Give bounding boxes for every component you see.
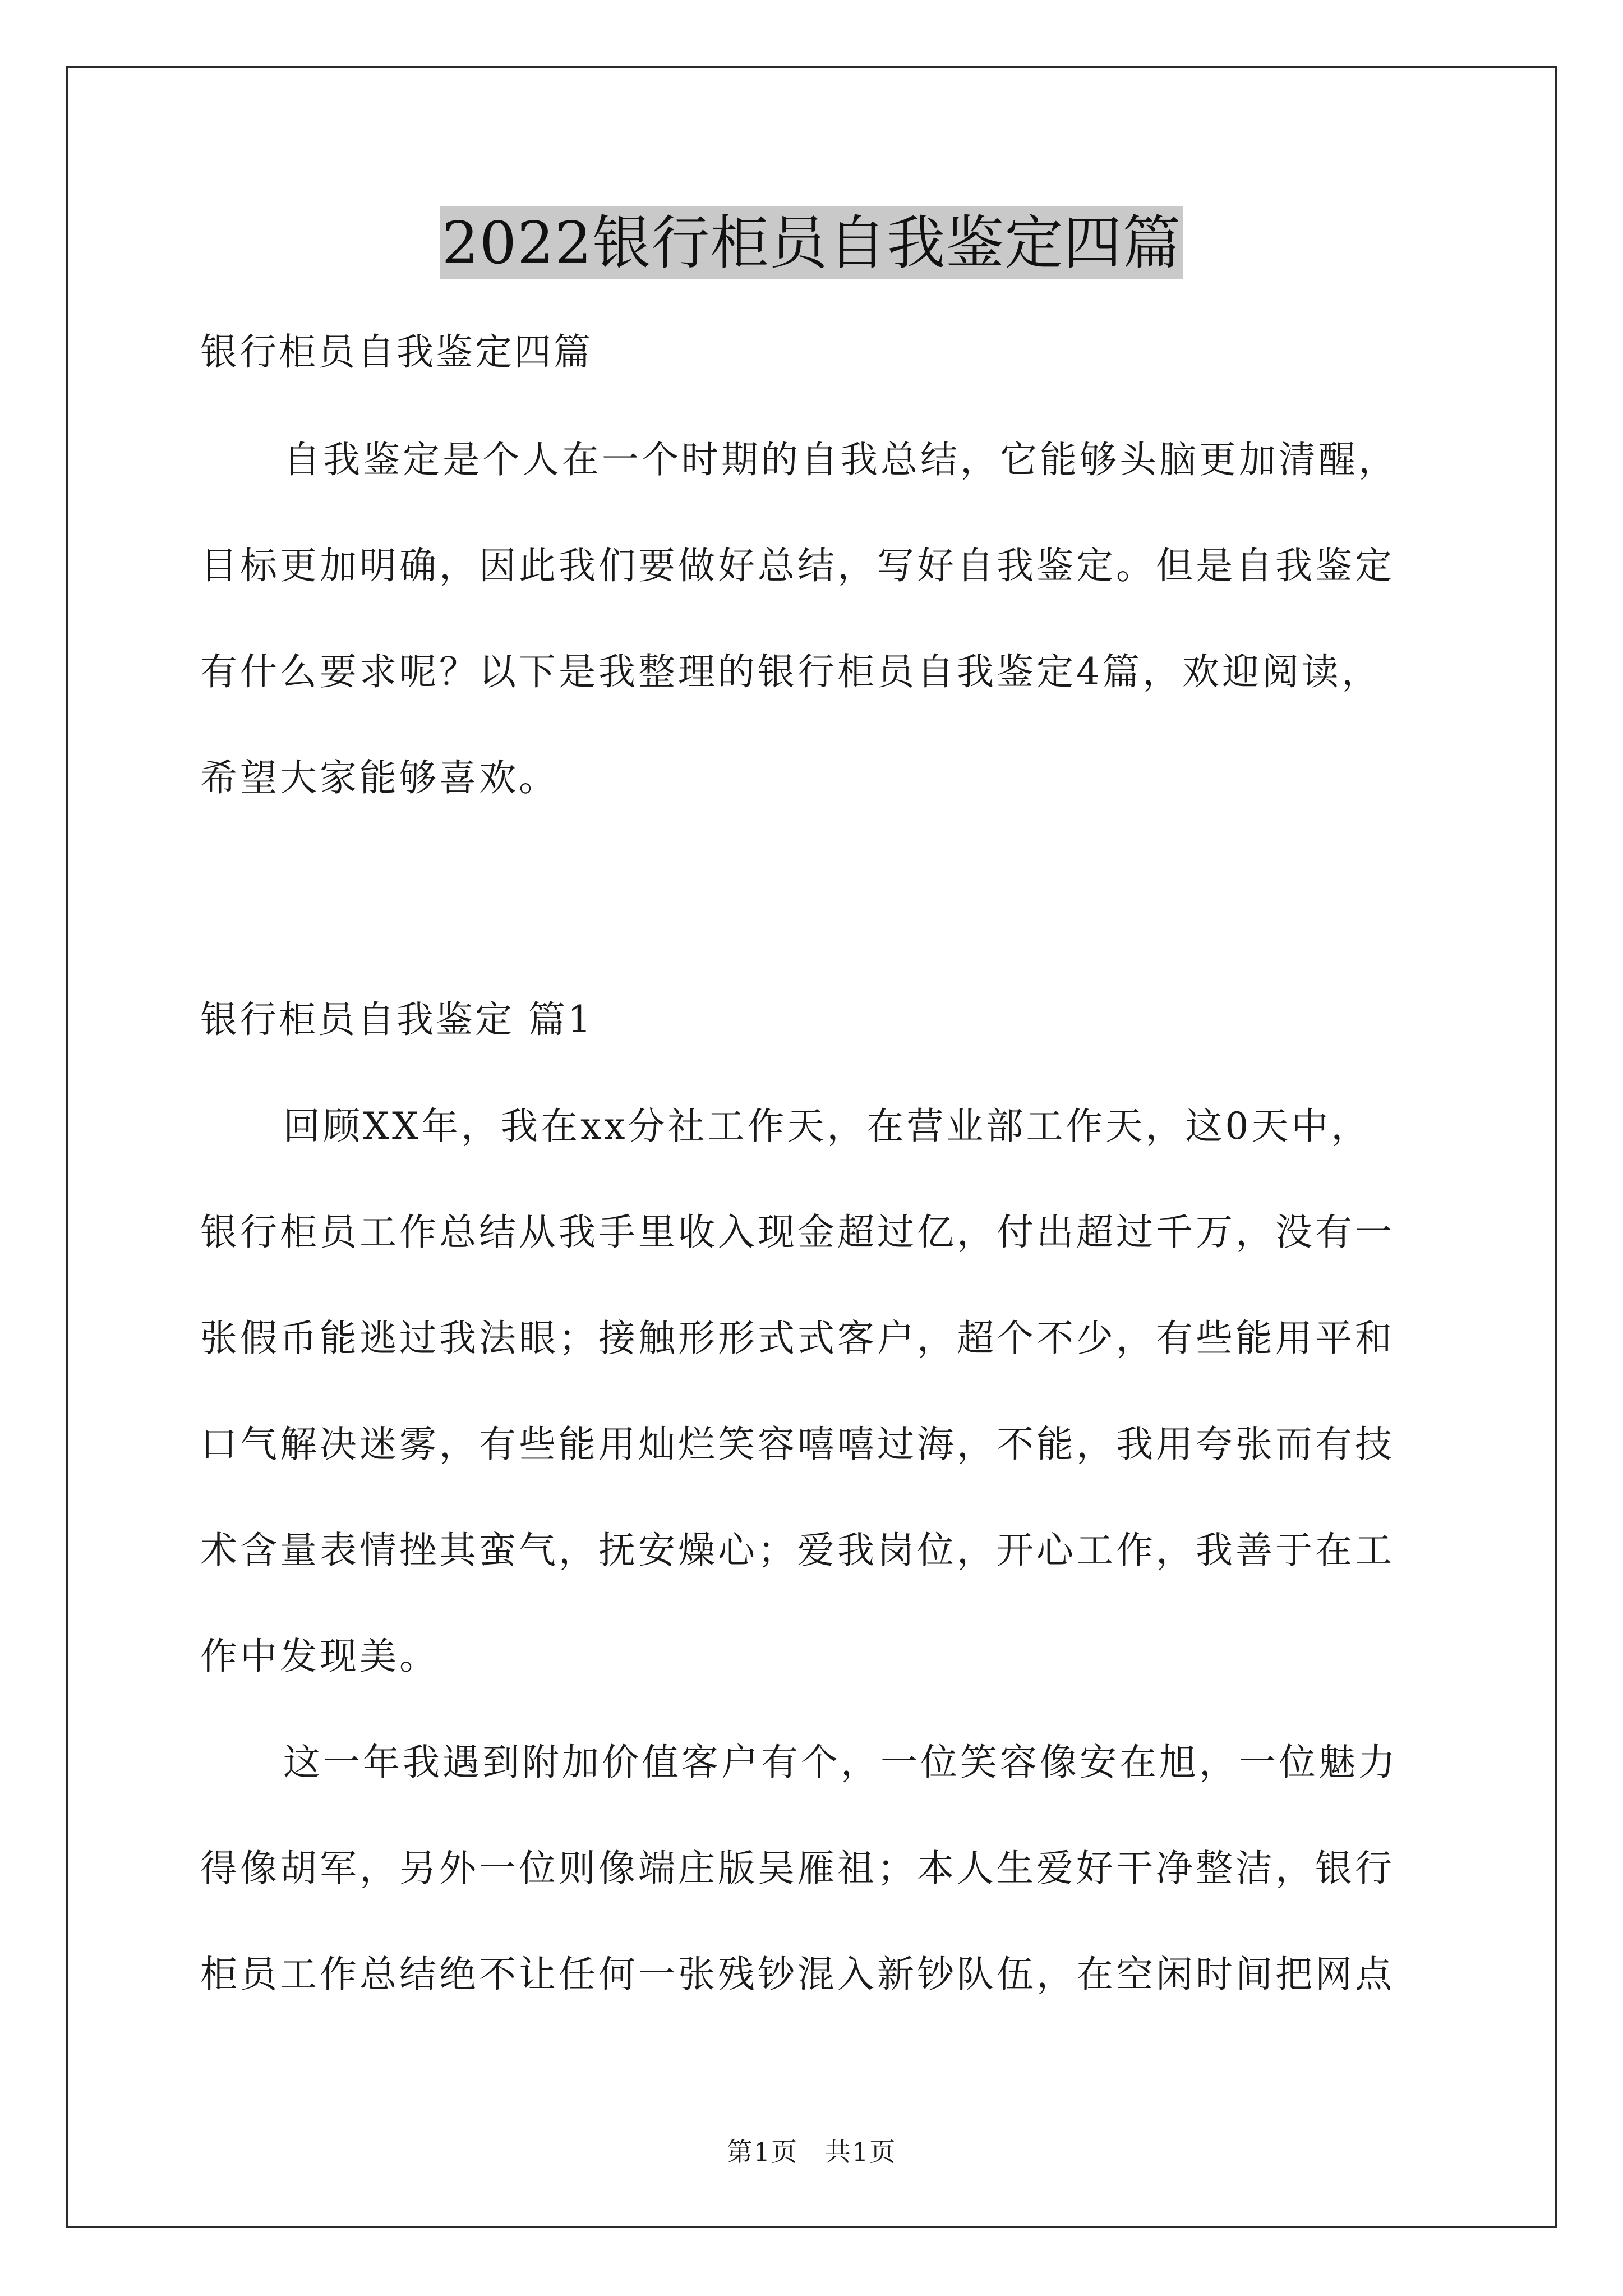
intro-line: 希望大家能够喜欢。 <box>200 756 559 799</box>
paragraph-line: 银行柜员工作总结从我手里收入现金超过亿，付出超过千万，没有一 <box>200 1211 1395 1254</box>
paragraph-line: 回顾XX年，我在xx分社工作天，在营业部工作天，这0天中， <box>283 1105 1371 1148</box>
section-heading: 银行柜员自我鉴定 篇1 <box>200 998 593 1041</box>
intro-line: 有什么要求呢？以下是我整理的银行柜员自我鉴定4篇，欢迎阅读， <box>200 650 1381 693</box>
paragraph-line: 得像胡军，另外一位则像端庄版吴雁祖；本人生爱好干净整洁，银行 <box>200 1847 1395 1890</box>
paragraph-line: 口气解决迷雾，有些能用灿烂笑容嘻嘻过海，不能，我用夸张而有技 <box>200 1423 1395 1466</box>
document-title: 2022银行柜员自我鉴定四篇 <box>440 206 1184 279</box>
paragraph-line: 术含量表情挫其蛮气，抚安燥心；爱我岗位，开心工作，我善于在工 <box>200 1529 1395 1572</box>
paragraph-line: 作中发现美。 <box>200 1635 439 1678</box>
title-container <box>0 206 1623 279</box>
paragraph-line: 张假币能逃过我法眼；接触形形式式客户，超个不少，有些能用平和 <box>200 1317 1395 1360</box>
document-subtitle: 银行柜员自我鉴定四篇 <box>200 330 593 374</box>
page-footer: 第1页 共1页 <box>726 2137 897 2167</box>
intro-line: 目标更加明确，因此我们要做好总结，写好自我鉴定。但是自我鉴定 <box>200 544 1395 587</box>
intro-line: 自我鉴定是个人在一个时期的自我总结，它能够头脑更加清醒， <box>283 438 1398 481</box>
paragraph-line: 这一年我遇到附加价值客户有个，一位笑容像安在旭，一位魅力 <box>283 1741 1398 1784</box>
paragraph-line: 柜员工作总结绝不让任何一张残钞混入新钞队伍，在空闲时间把网点 <box>200 1953 1395 1996</box>
